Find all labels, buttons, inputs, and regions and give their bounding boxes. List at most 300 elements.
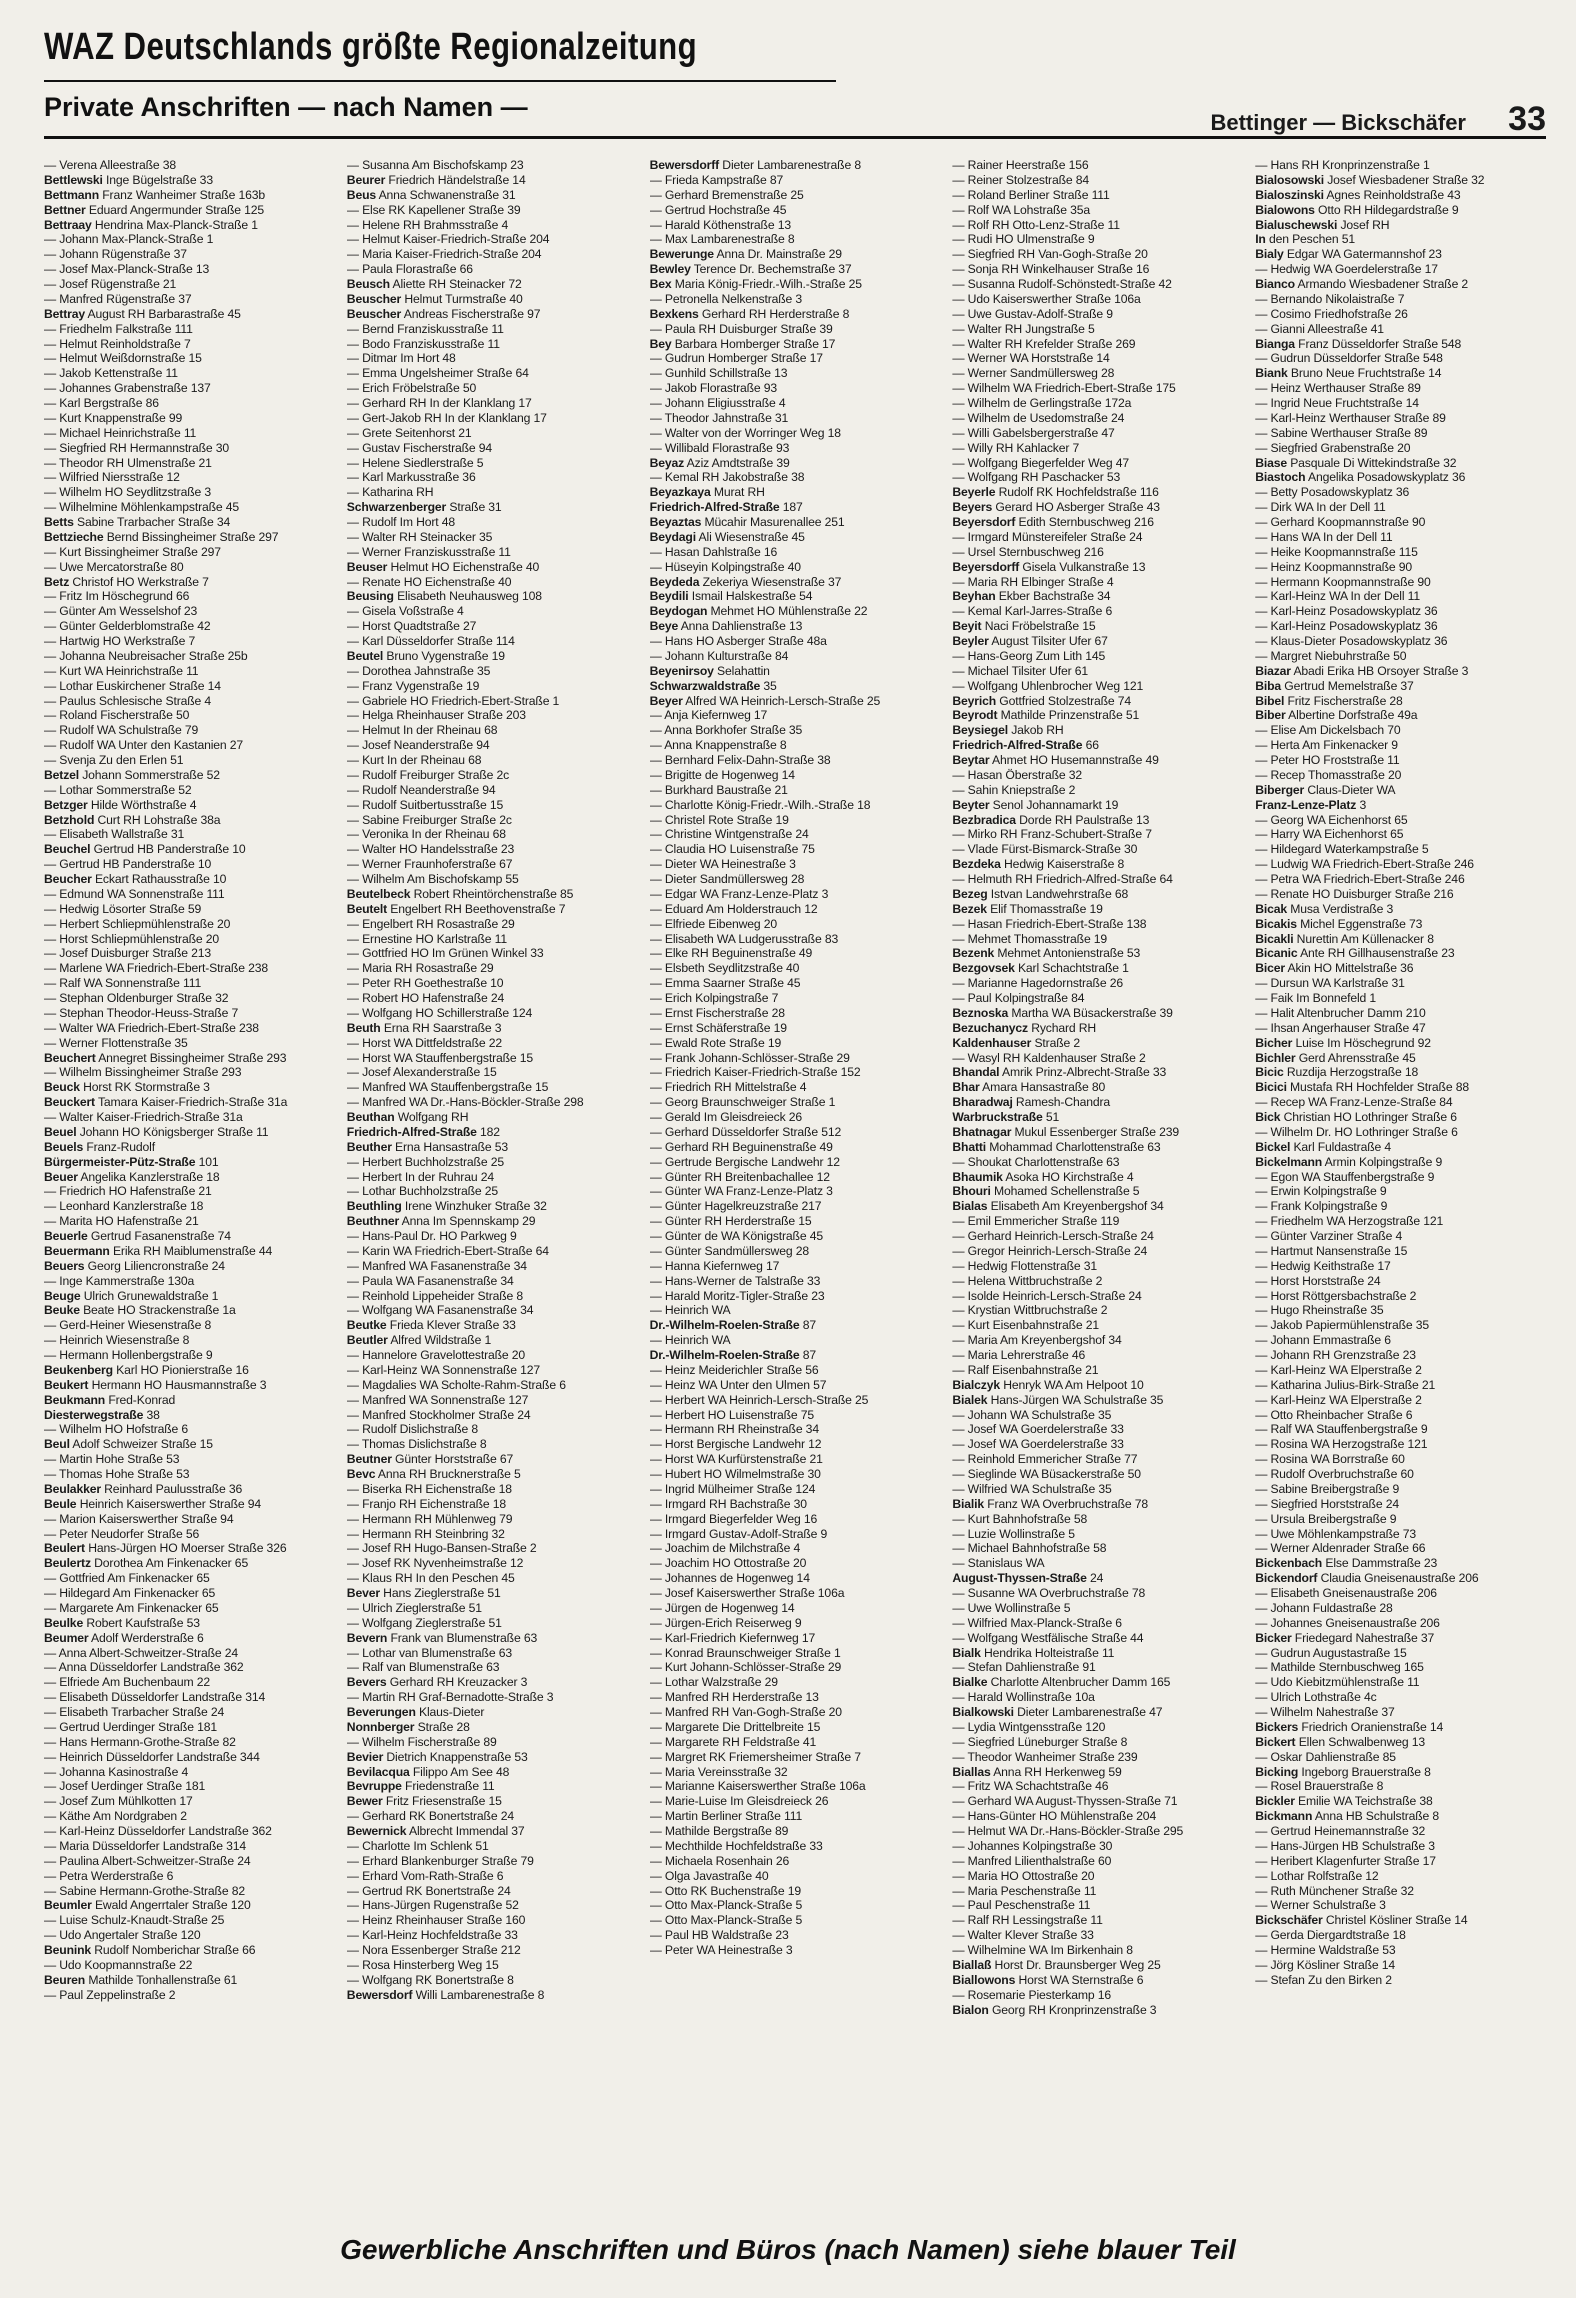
directory-entry: — Petronella Nelkenstraße 3 xyxy=(649,291,803,306)
directory-entry: Bicici Mustafa RH Hochfelder Straße 88 xyxy=(1255,1080,1469,1095)
directory-entry: — Dieter Sandmüllersweg 28 xyxy=(649,872,805,886)
directory-entry: — Günter WA Franz-Lenze-Platz 3 xyxy=(649,1184,833,1199)
directory-entry: — Gerhard RH Beguinenstraße 49 xyxy=(649,1139,833,1154)
directory-entry: — Siegfried RH Hermannstraße 30 xyxy=(44,440,230,455)
directory-entry: Beyersdorf Edith Sternbuschweg 216 xyxy=(952,515,1154,529)
directory-entry: — Gertrud Uerdinger Straße 181 xyxy=(44,1719,217,1734)
directory-entry: — Ruth Münchener Straße 32 xyxy=(1255,1883,1414,1898)
directory-entry: — Anna Albert-Schweitzer-Straße 24 xyxy=(44,1645,239,1660)
directory-entry: — Kurt Knappenstraße 99 xyxy=(44,410,183,425)
directory-entry: — Hildegard Waterkampstraße 5 xyxy=(1255,842,1429,857)
directory-entry: — Recep Thomasstraße 20 xyxy=(1255,767,1402,782)
directory-entry: — Josef WA Goerdelerstraße 33 xyxy=(952,1437,1124,1452)
directory-entry: — Kurt In der Rheinau 68 xyxy=(346,753,482,767)
directory-entry: — Betty Posadowskyplatz 36 xyxy=(1255,485,1410,500)
directory-entry: — Heribert Klagenfurter Straße 17 xyxy=(1255,1853,1436,1868)
directory-entry: — Manfred WA Stauffenbergstraße 15 xyxy=(346,1080,549,1095)
directory-entry: — Maria RH Elbinger Straße 4 xyxy=(952,574,1114,589)
directory-entry: — Herbert Schliepmühlenstraße 20 xyxy=(44,916,231,931)
directory-entry: Beyler August Tilsiter Ufer 67 xyxy=(952,634,1108,648)
directory-entry: — Gregor Heinrich-Lersch-Straße 24 xyxy=(952,1243,1148,1258)
directory-entry: Bhatnagar Mukul Essenberger Straße 239 xyxy=(952,1124,1180,1139)
directory-entry: — Lydia Wintgensstraße 120 xyxy=(952,1719,1106,1734)
directory-entry: — Wolfgang WA Fasanenstraße 34 xyxy=(346,1303,534,1318)
directory-entry: — Walter von der Worringer Weg 18 xyxy=(649,425,841,440)
directory-entry: — Peter HO Froststraße 11 xyxy=(1255,753,1400,767)
directory-entry: — Hubert HO Wilmelmstraße 30 xyxy=(649,1467,821,1481)
directory-entry: — Mathilde Bergstraße 89 xyxy=(649,1824,789,1838)
directory-entry: — Hedwig WA Goerdelerstraße 17 xyxy=(1255,262,1438,277)
directory-entry: — Helene RH Brahmsstraße 4 xyxy=(346,217,509,232)
directory-entry: — Hans HO Asberger Straße 48a xyxy=(649,634,827,648)
directory-entry: — Dorothea Jahnstraße 35 xyxy=(346,663,491,678)
directory-entry: — Dursun WA Karlstraße 31 xyxy=(1255,976,1405,991)
directory-entry: — Ingrid Neue Fruchtstraße 14 xyxy=(1255,396,1419,410)
directory-entry: Beverungen Klaus-Dieter xyxy=(346,1705,485,1719)
directory-entry: Beulertz Dorothea Am Finkenacker 65 xyxy=(44,1556,249,1571)
directory-entry: — Maria Kaiser-Friedrich-Straße 204 xyxy=(346,247,542,262)
directory-entry: In den Peschen 51 xyxy=(1255,232,1355,247)
directory-entry: Bevern Frank van Blumenstraße 63 xyxy=(346,1630,538,1645)
directory-entry: Bewersdorff Dieter Lambarenestraße 8 xyxy=(649,158,861,172)
directory-entry: — Siegfried Lüneburger Straße 8 xyxy=(952,1734,1128,1749)
directory-entry: — Wilhelm Nahestraße 37 xyxy=(1255,1705,1395,1719)
directory-entry: — Edgar WA Franz-Lenze-Platz 3 xyxy=(649,886,829,901)
directory-entry: — Klaus-Dieter Posadowskyplatz 36 xyxy=(1255,634,1448,648)
directory-entry: Beydili Ismail Halskestraße 54 xyxy=(649,589,813,604)
directory-entry: Biallas Anna RH Herkenweg 59 xyxy=(952,1764,1122,1779)
directory-column-5 xyxy=(1255,158,1546,2204)
directory-entry: — Martin Hohe Straße 53 xyxy=(44,1452,180,1467)
directory-entry: — Elise Am Dickelsbach 70 xyxy=(1255,723,1401,738)
directory-entry: — Josef WA Goerdelerstraße 33 xyxy=(952,1422,1124,1437)
directory-entry: Beuer Angelika Kanzlerstraße 18 xyxy=(44,1169,220,1184)
directory-entry: — Hugo Rheinstraße 35 xyxy=(1255,1303,1384,1318)
directory-entry: — Brigitte de Hogenweg 14 xyxy=(649,767,795,782)
directory-entry: — Hans WA In der Dell 11 xyxy=(1255,529,1393,544)
directory-entry: Bianco Armando Wiesbadener Straße 2 xyxy=(1255,277,1469,291)
directory-entry: — Karl-Heinz Posadowskyplatz 36 xyxy=(1255,604,1438,619)
directory-entry: Biank Bruno Neue Fruchtstraße 14 xyxy=(1255,366,1442,381)
directory-entry: — Irmgard RH Bachstraße 30 xyxy=(649,1496,807,1511)
directory-entry: Friedrich-Alfred-Straße 182 xyxy=(346,1124,500,1139)
directory-entry: Beunink Rudolf Nomberichar Straße 66 xyxy=(44,1943,256,1957)
directory-entry: — Eduard Am Holderstrauch 12 xyxy=(649,901,818,916)
directory-entry: — Ernestine HO Karlstraße 11 xyxy=(346,931,507,946)
directory-entry: Beyrich Gottfried Stolzestraße 74 xyxy=(952,693,1132,708)
directory-entry: — Herbert In der Ruhrau 24 xyxy=(346,1169,494,1184)
directory-entry: Bezdeka Hedwig Kaiserstraße 8 xyxy=(952,857,1125,872)
directory-entry: — Werner Sandmüllersweg 28 xyxy=(952,366,1115,381)
directory-entry: — Emil Emmericher Straße 119 xyxy=(952,1214,1120,1229)
directory-entry: — Paul Zeppelinstraße 2 xyxy=(44,1987,176,2002)
directory-entry: — Paul HB Waldstraße 23 xyxy=(649,1928,789,1943)
directory-entry: — Hans-Georg Zum Lith 145 xyxy=(952,648,1106,663)
directory-entry: — Kurt WA Heinrichstraße 11 xyxy=(44,663,199,678)
directory-entry: — Josef Uerdinger Straße 181 xyxy=(44,1779,206,1794)
directory-entry: — Jakob Papiermühlenstraße 35 xyxy=(1255,1318,1430,1333)
directory-entry: — Gerd-Heiner Wiesenstraße 8 xyxy=(44,1318,212,1333)
directory-entry: — Herta Am Finkenacker 9 xyxy=(1255,738,1398,753)
directory-entry: — Luzie Wollinstraße 5 xyxy=(952,1526,1075,1541)
directory-entry: — Gerhard Koopmannstraße 90 xyxy=(1255,515,1426,529)
directory-entry: — Harald Köthenstraße 13 xyxy=(649,217,791,232)
directory-entry: Bibel Fritz Fischerstraße 28 xyxy=(1255,693,1403,708)
directory-entry: — Wilfried WA Schulstraße 35 xyxy=(952,1481,1112,1496)
directory-entry: — Leonhard Kanzlerstraße 18 xyxy=(44,1199,204,1214)
directory-entry: — Heinrich WA xyxy=(649,1303,731,1318)
directory-entry: Bick Christian HO Lothringer Straße 6 xyxy=(1255,1110,1457,1124)
directory-entry: — Martin Berliner Straße 111 xyxy=(649,1809,803,1824)
directory-entry: — Johann Max-Planck-Straße 1 xyxy=(44,232,214,247)
directory-entry: — Hans-Jürgen HB Schulstraße 3 xyxy=(1255,1838,1435,1853)
directory-entry: Bickler Emilie WA Teichstraße 38 xyxy=(1255,1794,1433,1809)
directory-entry: Betzger Hilde Wörthstraße 4 xyxy=(44,797,197,812)
directory-entry: — Johannes Kolpingstraße 30 xyxy=(952,1838,1113,1853)
directory-entry: — Maria Peschenstraße 11 xyxy=(952,1883,1097,1898)
directory-entry: — Klaus RH In den Peschen 45 xyxy=(346,1571,515,1586)
directory-entry: Bicking Ingeborg Brauerstraße 8 xyxy=(1255,1764,1431,1779)
directory-entry: Friedrich-Alfred-Straße 66 xyxy=(952,738,1099,753)
alphabet-range: Bettinger — Bickschäfer xyxy=(1210,110,1466,135)
directory-entry: Bettraay Hendrina Max-Planck-Straße 1 xyxy=(44,217,258,232)
directory-entry: — Ralf Eisenbahnstraße 21 xyxy=(952,1362,1099,1377)
directory-entry: Bickmann Anna HB Schulstraße 8 xyxy=(1255,1809,1440,1824)
directory-entry: Beyer Alfred WA Heinrich-Lersch-Straße 25 xyxy=(649,693,881,708)
directory-entry: — Wilhelm Am Bischofskamp 55 xyxy=(346,872,519,886)
directory-entry: Bevilacqua Filippo Am See 48 xyxy=(346,1764,510,1779)
directory-entry: — Kurt Johann-Schlösser-Straße 29 xyxy=(649,1660,842,1675)
directory-entry: Bettray August RH Barbarastraße 45 xyxy=(44,306,241,321)
directory-entry: — Friedrich Kaiser-Friedrich-Straße 152 xyxy=(649,1065,861,1080)
directory-entry: — Wilhelm HO Seydlitzstraße 3 xyxy=(44,485,211,500)
directory-entry: — Horst WA Kurfürstenstraße 21 xyxy=(649,1452,823,1467)
directory-entry: — Heinrich WA xyxy=(649,1333,731,1348)
directory-entry: — Halit Altenbrucher Damm 210 xyxy=(1255,1005,1426,1020)
directory-entry: Biba Gertrud Memelstraße 37 xyxy=(1255,678,1414,693)
directory-entry: — Horst WA Dittfeldstraße 22 xyxy=(346,1035,502,1050)
directory-entry: Beumler Ewald Angerrtaler Straße 120 xyxy=(44,1898,251,1913)
directory-entry: Beukenberg Karl HO Pionierstraße 16 xyxy=(44,1362,249,1377)
directory-entry: Bicakli Nurettin Am Küllenacker 8 xyxy=(1255,931,1434,946)
directory-entry: — Ludwig WA Friedrich-Ebert-Straße 246 xyxy=(1255,857,1474,872)
directory-entry: Bialowons Otto RH Hildegardstraße 9 xyxy=(1255,202,1459,217)
directory-entry: — Gottfried Am Finkenacker 65 xyxy=(44,1571,210,1586)
directory-entry: — Harald Wollinstraße 10a xyxy=(952,1690,1095,1705)
directory-entry: — Werner Fraunhoferstraße 67 xyxy=(346,857,513,872)
directory-entry: Beuckert Tamara Kaiser-Friedrich-Straße 31a xyxy=(44,1095,288,1110)
directory-entry: — Horst Röttgersbachstraße 2 xyxy=(1255,1288,1417,1303)
directory-entry: Bickendorf Claudia Gneisenaustraße 206 xyxy=(1255,1571,1479,1586)
directory-entry: — Gunhild Schillstraße 13 xyxy=(649,366,788,381)
directory-entry: — Franz Vygenstraße 19 xyxy=(346,678,480,693)
directory-entry: — Paul Kolpingstraße 84 xyxy=(952,991,1085,1005)
directory-entry: — Ihsan Angerhauser Straße 47 xyxy=(1255,1020,1426,1035)
directory-entry: — Joachim HO Ottostraße 20 xyxy=(649,1556,807,1571)
directory-entry: — Günter Am Wesselshof 23 xyxy=(44,604,198,619)
directory-entry: — Sabine Freiburger Straße 2c xyxy=(346,812,512,827)
directory-entry: — Paula WA Fasanenstraße 34 xyxy=(346,1273,514,1288)
directory-entry: — Josef Kaiserswerther Straße 106a xyxy=(649,1586,845,1600)
directory-entry: Schwarzwaldstraße 35 xyxy=(649,678,777,693)
directory-entry: — Hermann Hollenbergstraße 9 xyxy=(44,1348,213,1362)
directory-entry: — Johann Kulturstraße 84 xyxy=(649,648,789,663)
directory-entry: — Maria Vereinsstraße 32 xyxy=(649,1764,788,1779)
directory-entry: — Margarete Am Finkenacker 65 xyxy=(44,1600,219,1615)
directory-entry: — Egon WA Stauffenbergstraße 9 xyxy=(1255,1169,1435,1184)
directory-entry: — Rudolf Neanderstraße 94 xyxy=(346,782,496,797)
directory-entry: — Elisabeth Düsseldorfer Landstraße 314 xyxy=(44,1690,266,1705)
directory-entry: — Hasan Dahlstraße 16 xyxy=(649,544,778,559)
directory-entry: — Uwe Möhlenkampstraße 73 xyxy=(1255,1526,1417,1541)
directory-entry: Bialoszinski Agnes Reinholdstraße 43 xyxy=(1255,187,1461,202)
directory-entry: — Irmgard Gustav-Adolf-Straße 9 xyxy=(649,1526,828,1541)
directory-entry: — Johann WA Schulstraße 35 xyxy=(952,1407,1112,1422)
directory-entry: — Manfred Lilienthalstraße 60 xyxy=(952,1853,1112,1868)
directory-entry: — Paul Peschenstraße 11 xyxy=(952,1898,1091,1913)
directory-column-2 xyxy=(347,158,638,2204)
directory-entry: — Ralf RH Lessingstraße 11 xyxy=(952,1913,1103,1928)
directory-entry: Beuel Johann HO Königsberger Straße 11 xyxy=(44,1124,269,1139)
directory-entry: — Heinz Rheinhauser Straße 160 xyxy=(346,1913,526,1928)
directory-entry: Beuthner Anna Im Spennskamp 29 xyxy=(346,1214,536,1229)
directory-entry: — Sahin Kniepstraße 2 xyxy=(952,782,1076,797)
directory-entry: — Ralf WA Stauffenbergstraße 9 xyxy=(1255,1422,1428,1437)
directory-entry: Diesterwegstraße 38 xyxy=(44,1407,160,1422)
directory-entry: — Lothar Buchholzstraße 25 xyxy=(346,1184,499,1199)
directory-entry: — Reinhold Lippeheider Straße 8 xyxy=(346,1288,524,1303)
directory-entry: — Karl-Heinz Hochfeldstraße 33 xyxy=(346,1928,518,1943)
directory-entry: Beutner Günter Horststraße 67 xyxy=(346,1452,514,1467)
directory-entry: — Johannes de Hogenweg 14 xyxy=(649,1571,810,1586)
directory-entry: — Michael Tilsiter Ufer 61 xyxy=(952,663,1089,678)
directory-entry: — Wilhelmine WA Im Birkenhain 8 xyxy=(952,1943,1133,1957)
directory-entry: Bianga Franz Düsseldorfer Straße 548 xyxy=(1255,336,1462,351)
directory-entry: — Manfred WA Sonnenstraße 127 xyxy=(346,1392,529,1407)
directory-entry: — Kemal RH Jakobstraße 38 xyxy=(649,470,805,485)
directory-entry: — Udo Koopmannstraße 22 xyxy=(44,1957,193,1972)
directory-entry: — Helmut Reinholdstraße 7 xyxy=(44,336,191,351)
directory-entry: — Engelbert RH Rosastraße 29 xyxy=(346,916,515,931)
directory-entry: Bettzieche Bernd Bissingheimer Straße 297 xyxy=(44,529,279,544)
directory-entry: Beuscher Helmut Turmstraße 40 xyxy=(346,291,523,306)
directory-entry: — Josef Max-Planck-Straße 13 xyxy=(44,262,210,277)
page-number: 33 xyxy=(1508,100,1546,138)
directory-entry: — Bernhard Felix-Dahn-Straße 38 xyxy=(649,753,831,767)
directory-entry: — Else RK Kapellener Straße 39 xyxy=(346,202,521,217)
directory-entry: Bürgermeister-Pütz-Straße 101 xyxy=(44,1154,219,1169)
directory-entry: — Grete Seitenhorst 21 xyxy=(346,425,472,440)
directory-entry: Bettlewski Inge Bügelstraße 33 xyxy=(44,172,213,187)
directory-entry: — Otto Max-Planck-Straße 5 xyxy=(649,1913,803,1928)
directory-entry: — Rosa Hinsterberg Weg 15 xyxy=(346,1957,499,1972)
directory-entry: — Helga Rheinhauser Straße 203 xyxy=(346,708,526,723)
directory-entry: Bezenk Mehmet Antonienstraße 53 xyxy=(952,946,1141,961)
directory-entry: — Karin WA Friedrich-Ebert-Straße 64 xyxy=(346,1243,549,1258)
directory-entry: — Dirk WA In der Dell 11 xyxy=(1255,500,1386,515)
directory-entry: — Fritz WA Schachtstraße 46 xyxy=(952,1779,1109,1794)
directory-entry: Bhaumik Asoka HO Kirchstraße 4 xyxy=(952,1169,1134,1184)
directory-entry: — Kurt Bahnhofstraße 58 xyxy=(952,1511,1088,1526)
directory-entry: Biallaß Horst Dr. Braunsberger Weg 25 xyxy=(952,1957,1161,1972)
directory-entry: Betzel Johann Sommerstraße 52 xyxy=(44,767,220,782)
directory-entry: — Ernst Schäferstraße 19 xyxy=(649,1020,787,1035)
directory-entry: Beutler Alfred Wildstraße 1 xyxy=(346,1333,492,1348)
directory-entry: Beydagi Ali Wiesenstraße 45 xyxy=(649,529,805,544)
directory-entry: — Paulus Schlesische Straße 4 xyxy=(44,693,212,708)
directory-entry: — Jakob Florastraße 93 xyxy=(649,381,778,396)
directory-entry: — Wilhelm Dr. HO Lothringer Straße 6 xyxy=(1255,1124,1458,1139)
directory-entry: — Erhard Vom-Rath-Straße 6 xyxy=(346,1868,504,1883)
directory-entry: — Wilfried Max-Planck-Straße 6 xyxy=(952,1615,1122,1630)
directory-entry: — Thomas Dislichstraße 8 xyxy=(346,1437,487,1452)
directory-entry: Beuermann Erika RH Maiblumenstraße 44 xyxy=(44,1243,273,1258)
directory-entry: — Rudolf WA Schulstraße 79 xyxy=(44,723,199,738)
directory-entry: — Udo Kaiserswerther Straße 106a xyxy=(952,291,1141,306)
directory-entry: — Friedrich HO Hafenstraße 21 xyxy=(44,1184,212,1199)
directory-entry: — Georg Braunschweiger Straße 1 xyxy=(649,1095,836,1110)
directory-entry: — Inge Kammerstraße 130a xyxy=(44,1273,195,1288)
footer-note: Gewerbliche Anschriften und Büros (nach Namen) siehe blauer Teil xyxy=(340,2234,1236,2265)
directory-entry: — Otto Rheinbacher Straße 6 xyxy=(1255,1407,1413,1422)
directory-entry: — Theodor RH Ulmenstraße 21 xyxy=(44,455,212,470)
directory-entry: — Rainer Heerstraße 156 xyxy=(952,158,1089,172)
directory-entry: — Johann Eligiusstraße 4 xyxy=(649,396,786,410)
directory-entry: — Joachim de Milchstraße 4 xyxy=(649,1541,801,1556)
directory-entry: Biazar Abadi Erika HB Orsoyer Straße 3 xyxy=(1255,663,1469,678)
directory-entry: — Johann Emmastraße 6 xyxy=(1255,1333,1391,1348)
directory-entry: — Elisabeth Trarbacher Straße 24 xyxy=(44,1705,225,1719)
directory-entry: — Wolfgang RK Bonertstraße 8 xyxy=(346,1972,514,1987)
directory-entry: Bialy Edgar WA Gatermannshof 23 xyxy=(1255,247,1442,262)
newspaper-masthead: WAZ Deutschlands größte Regionalzeitung xyxy=(44,26,698,68)
directory-entry: — Kurt Bissingheimer Straße 297 xyxy=(44,544,221,559)
directory-entry: Betz Christof HO Werkstraße 7 xyxy=(44,574,209,589)
directory-entry: — Ursula Breibergstraße 9 xyxy=(1255,1511,1397,1526)
directory-entry: Bicakis Michel Eggenstraße 73 xyxy=(1255,916,1423,931)
directory-entry: — Christine Wintgenstraße 24 xyxy=(649,827,809,842)
directory-entry: Bewernick Albrecht Immendal 37 xyxy=(346,1824,525,1838)
directory-entry: — Ernst Fischerstraße 28 xyxy=(649,1005,785,1020)
directory-entry: Bickenbach Else Dammstraße 23 xyxy=(1255,1556,1438,1571)
directory-entry: — Erhard Blankenburger Straße 79 xyxy=(346,1853,534,1868)
directory-entry: — Gertrud HB Panderstraße 10 xyxy=(44,857,212,872)
directory-entry: — Vlade Fürst-Bismarck-Straße 30 xyxy=(952,842,1138,857)
directory-entry: — Hildegard Am Finkenacker 65 xyxy=(44,1586,216,1600)
directory-entry: — Wilfried Niersstraße 12 xyxy=(44,470,180,485)
directory-entry: Beusch Aliette RH Steinacker 72 xyxy=(346,277,522,291)
directory-entry: — Katharina RH xyxy=(346,485,434,500)
directory-entry: — Rolf RH Otto-Lenz-Straße 11 xyxy=(952,217,1120,232)
directory-entry: — Rosel Brauerstraße 8 xyxy=(1255,1779,1384,1794)
directory-entry: — Gertrud RK Bonertstraße 24 xyxy=(346,1883,511,1898)
directory-entry: — Charlotte König-Friedr.-Wilh.-Straße 18 xyxy=(649,797,871,812)
directory-entry: — Michael Bahnhofstraße 58 xyxy=(952,1541,1107,1556)
directory-entry: — Elfriede Eibenweg 20 xyxy=(649,916,778,931)
directory-entry: Bhandal Amrik Prinz-Albrecht-Straße 33 xyxy=(952,1065,1167,1080)
directory-entry: — Karl-Heinz WA Elperstraße 2 xyxy=(1255,1362,1422,1377)
directory-entry: — Maria RH Rosastraße 29 xyxy=(346,961,494,976)
directory-entry: — Gudrun Düsseldorfer Straße 548 xyxy=(1255,351,1443,366)
directory-entry: — Fritz Im Höschegrund 66 xyxy=(44,589,190,604)
directory-entry: Beutke Frieda Klever Straße 33 xyxy=(346,1318,516,1333)
directory-column-4 xyxy=(952,158,1243,2204)
directory-entry: — Sonja RH Winkelhauser Straße 16 xyxy=(952,262,1150,277)
directory-entry: — Bernd Franziskusstraße 11 xyxy=(346,321,504,336)
directory-entry: — Johann RH Grenzstraße 23 xyxy=(1255,1348,1416,1362)
directory-entry: — Nora Essenberger Straße 212 xyxy=(346,1943,521,1957)
directory-entry: — Karl-Heinz WA Elperstraße 2 xyxy=(1255,1392,1422,1407)
directory-entry: — Mehmet Thomasstraße 19 xyxy=(952,931,1108,946)
directory-entry: Beytar Ahmet HO Husemannstraße 49 xyxy=(952,753,1159,767)
directory-entry: — Gudrun Homberger Straße 17 xyxy=(649,351,823,366)
directory-entry: — Karl-Heinz WA Sonnenstraße 127 xyxy=(346,1362,541,1377)
directory-entry: — Günter Sandmüllersweg 28 xyxy=(649,1243,809,1258)
directory-entry: — Stefan Dahlienstraße 91 xyxy=(952,1660,1096,1675)
directory-entry: Bettner Eduard Angermunder Straße 125 xyxy=(44,202,265,217)
directory-entry: — Hüseyin Kolpingstraße 40 xyxy=(649,559,801,574)
directory-entry: — Herbert Buchholzstraße 25 xyxy=(346,1154,504,1169)
directory-entry: — Kurt Eisenbahnstraße 21 xyxy=(952,1318,1100,1333)
directory-entry: — Friedhelm WA Herzogstraße 121 xyxy=(1255,1214,1444,1229)
directory-entry: Friedrich-Alfred-Straße 187 xyxy=(649,500,803,515)
directory-entry: — Heinz Koopmannstraße 90 xyxy=(1255,559,1412,574)
directory-entry: — Sieglinde WA Büsackerstraße 50 xyxy=(952,1467,1141,1481)
directory-entry: — Rosina WA Herzogstraße 121 xyxy=(1255,1437,1428,1452)
directory-entry: Bickschäfer Christel Kösliner Straße 14 xyxy=(1255,1913,1468,1928)
directory-entry: Bialosowski Josef Wiesbadener Straße 32 xyxy=(1255,172,1485,187)
directory-entry: — Rosina WA Borrstraße 60 xyxy=(1255,1452,1405,1467)
directory-entry: — Günter Gelderblomstraße 42 xyxy=(44,619,211,634)
directory-entry: Nonnberger Straße 28 xyxy=(346,1719,470,1734)
directory-entry: — Marianne Kaiserswerther Straße 106a xyxy=(649,1779,866,1794)
directory-entry: — Paula RH Duisburger Straße 39 xyxy=(649,321,833,336)
directory-entry: Beumer Adolf Werderstraße 6 xyxy=(44,1630,204,1645)
directory-entry: — Stefan Zu den Birken 2 xyxy=(1255,1972,1392,1987)
directory-entry: — Manfred RH Van-Gogh-Straße 20 xyxy=(649,1705,842,1719)
directory-entry: — Otto RK Buchenstraße 19 xyxy=(649,1883,801,1898)
directory-entry: — Gert-Jakob RH In der Klanklang 17 xyxy=(346,410,547,425)
directory-entry: — Hermann RH Mühlenweg 79 xyxy=(346,1511,513,1526)
directory-entry: — Wolfgang RH Paschacker 53 xyxy=(952,470,1121,485)
directory-entry: Biastoch Angelika Posadowskyplatz 36 xyxy=(1255,470,1466,485)
directory-entry: — Elke RH Beguinenstraße 49 xyxy=(649,946,813,961)
directory-entry: — Helene Siedlerstraße 5 xyxy=(346,455,484,470)
directory-entry: — Reinhold Emmericher Straße 77 xyxy=(952,1452,1138,1467)
directory-entry: — Rudolf Suitbertusstraße 15 xyxy=(346,797,504,812)
directory-column-3 xyxy=(650,158,941,2204)
directory-entry: — Sabine Werthauser Straße 89 xyxy=(1255,425,1428,440)
directory-entry: — Max Lambarenestraße 8 xyxy=(649,232,795,247)
directory-entry: Bialczyk Henryk WA Am Helpoot 10 xyxy=(952,1377,1144,1392)
directory-entry: Bhouri Mohamed Schellenstraße 5 xyxy=(952,1184,1140,1199)
directory-entry: — Peter RH Goethestraße 10 xyxy=(346,976,504,991)
directory-entry: — Peter WA Heinestraße 3 xyxy=(649,1943,793,1957)
directory-entry: Beyit Naci Fröbelstraße 15 xyxy=(952,619,1096,634)
directory-entry: — Kemal Karl-Jarres-Straße 6 xyxy=(952,604,1113,619)
directory-entry: — Helmut Kaiser-Friedrich-Straße 204 xyxy=(346,232,550,247)
directory-entry: — Willi Gabelsbergerstraße 47 xyxy=(952,425,1115,440)
directory-entry: — Ralf van Blumenstraße 63 xyxy=(346,1660,500,1675)
directory-entry: Bialuschewski Josef RH xyxy=(1255,217,1390,232)
directory-entry: — Manfred WA Fasanenstraße 34 xyxy=(346,1258,527,1273)
directory-entry: — Rudolf Overbruchstraße 60 xyxy=(1255,1467,1414,1481)
directory-entry: Beule Heinrich Kaiserswerther Straße 94 xyxy=(44,1496,262,1511)
directory-entry: — Petra WA Friedrich-Ebert-Straße 246 xyxy=(1255,872,1465,886)
directory-entry: — Uwe Gustav-Adolf-Straße 9 xyxy=(952,306,1113,321)
section-title: Private Anschriften — nach Namen — xyxy=(44,92,528,122)
directory-entry: — Erich Fröbelstraße 50 xyxy=(346,381,477,396)
